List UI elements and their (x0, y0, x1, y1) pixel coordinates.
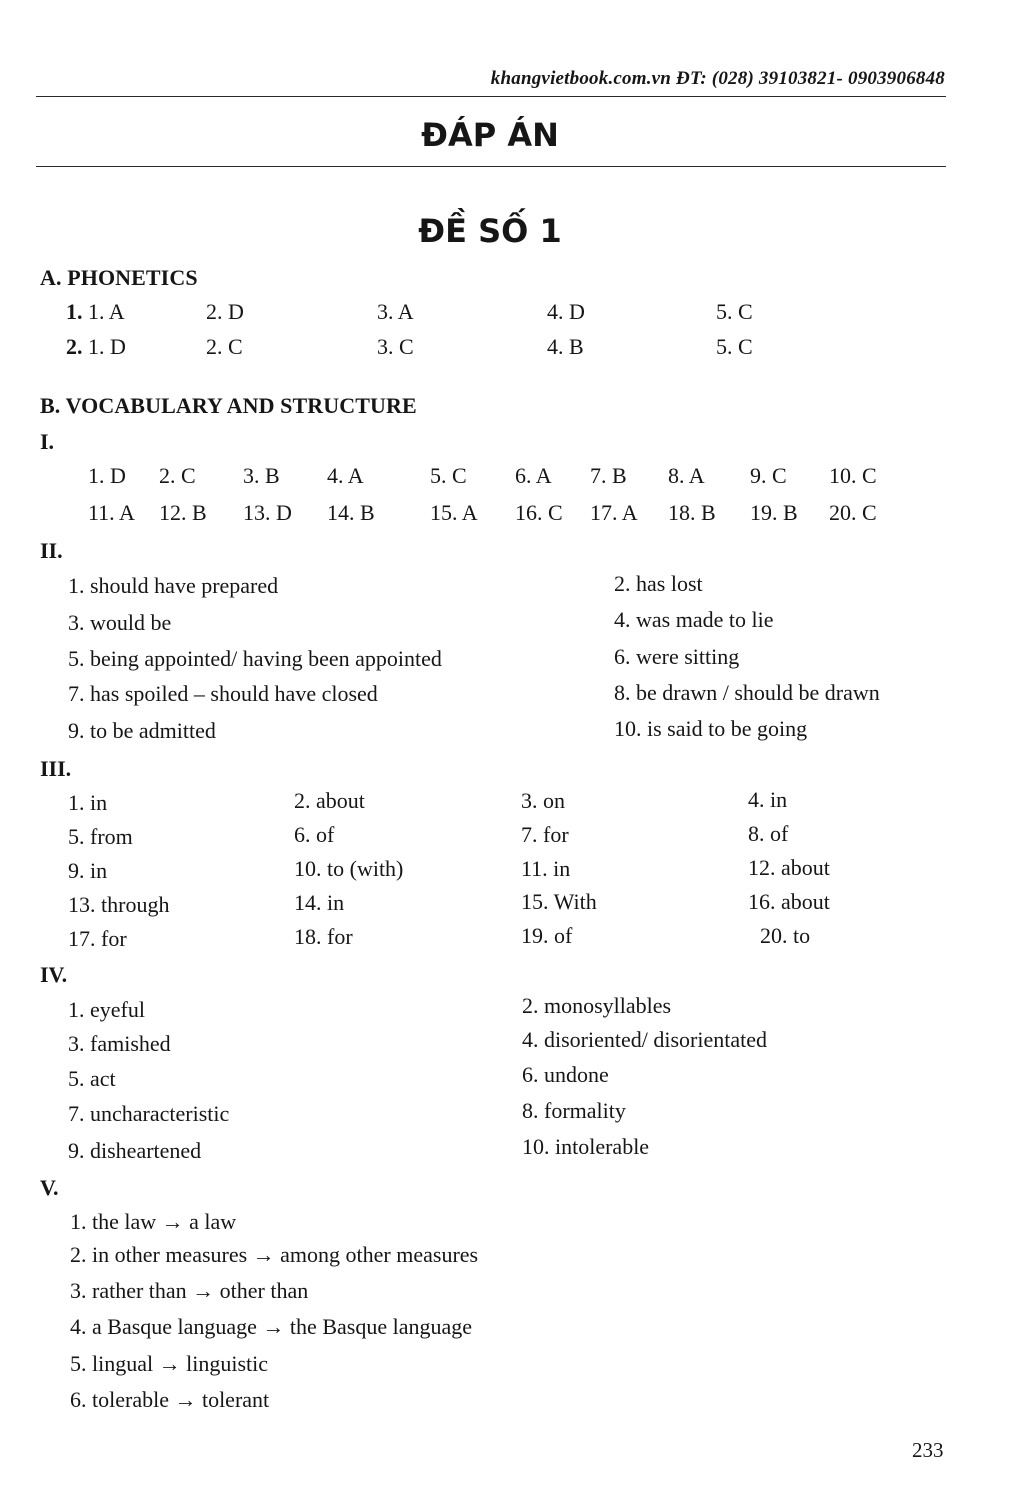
answer-item: 3. famished (68, 1031, 171, 1056)
answer-item: 4. disoriented/ disorientated (522, 1027, 767, 1052)
test-title: ĐỀ SỐ 1 (418, 212, 562, 250)
answer-item: 2. monosyllables (522, 993, 672, 1018)
answer-item: 5. being appointed/ having been appointed (68, 646, 442, 671)
answer-cell: 3. A (377, 299, 414, 324)
phonetics-row-number: 1. (66, 299, 83, 324)
answer-cell: 18. B (668, 500, 716, 525)
answer-cell: 14. B (327, 500, 375, 525)
answer-cell: 12. about (748, 855, 830, 880)
answer-cell: 8. of (748, 821, 789, 846)
answer-item: 9. to be admitted (68, 718, 216, 743)
answer-cell: 2. D (206, 299, 244, 324)
answer-item: 2. in other measures → among other measures (70, 1242, 479, 1267)
answer-cell: 15. A (430, 500, 478, 525)
answer-cell: 9. C (750, 463, 787, 488)
answer-item: 6. tolerable → tolerant (70, 1387, 270, 1412)
answer-cell: 1. A (88, 299, 125, 324)
answer-cell: 16. about (748, 889, 830, 914)
header-rule (36, 96, 946, 97)
answer-cell: 10. to (with) (294, 856, 404, 881)
answer-cell: 19. B (750, 500, 798, 525)
answer-cell: 19. of (521, 923, 573, 948)
answer-cell: 17. A (590, 500, 638, 525)
answer-cell: 20. C (829, 500, 877, 525)
answer-cell: 6. A (515, 463, 552, 488)
answer-cell: 4. in (748, 787, 788, 812)
answer-item: 8. formality (522, 1098, 626, 1123)
answer-cell: 16. C (515, 500, 563, 525)
answer-cell: 9. in (68, 858, 108, 883)
answer-item: 7. uncharacteristic (68, 1101, 230, 1126)
answer-cell: 3. on (521, 788, 565, 813)
answer-cell: 2. C (159, 463, 196, 488)
header-text: khangvietbook.com.vn ĐT: (028) 39103821- 0903906848 (490, 68, 945, 89)
answer-item: 8. be drawn / should be drawn (614, 680, 880, 705)
answer-cell: 2. about (294, 788, 365, 813)
title-rule (36, 166, 946, 167)
answer-cell: 15. With (521, 889, 597, 914)
answer-cell: 8. A (668, 463, 705, 488)
answer-cell: 13. D (243, 500, 292, 525)
page-title: ĐÁP ÁN (421, 116, 559, 154)
answer-item: 6. undone (522, 1062, 609, 1087)
answer-cell: 5. C (430, 463, 467, 488)
answer-item: 4. was made to lie (614, 607, 774, 632)
answer-cell: 5. C (716, 334, 753, 359)
answer-cell: 10. C (829, 463, 877, 488)
answer-item: 1. the law → a law (70, 1209, 237, 1234)
answer-cell: 18. for (294, 924, 353, 949)
answer-cell: 2. C (206, 334, 243, 359)
part-iii-label: III. (40, 756, 72, 781)
answer-cell: 1. in (68, 790, 108, 815)
answer-cell: 1. D (88, 463, 126, 488)
answer-cell: 17. for (68, 926, 127, 951)
answer-cell: 4. D (547, 299, 585, 324)
answer-item: 2. has lost (614, 571, 703, 596)
part-i-label: I. (40, 429, 55, 454)
answer-cell: 3. B (243, 463, 280, 488)
section-b-title: B. VOCABULARY AND STRUCTURE (40, 393, 417, 418)
answer-cell: 20. to (760, 923, 811, 948)
answer-item: 9. disheartened (68, 1138, 202, 1163)
answer-cell: 5. C (716, 299, 753, 324)
page-number: 233 (912, 1438, 944, 1462)
answer-item: 6. were sitting (614, 644, 740, 669)
answer-item: 1. should have prepared (68, 573, 279, 598)
answer-item: 1. eyeful (68, 997, 145, 1022)
answer-cell: 1. D (88, 334, 126, 359)
answer-item: 7. has spoiled – should have closed (68, 681, 378, 706)
answer-cell: 11. A (88, 500, 135, 525)
answer-cell: 7. for (521, 822, 569, 847)
answer-cell: 14. in (294, 890, 345, 915)
answer-cell: 11. in (521, 856, 571, 881)
answer-cell: 4. B (547, 334, 584, 359)
part-ii-label: II. (40, 538, 63, 563)
answer-item: 4. a Basque language → the Basque language (70, 1314, 472, 1339)
answer-item: 3. would be (68, 610, 172, 635)
answer-cell: 3. C (377, 334, 414, 359)
answer-item: 5. lingual → linguistic (70, 1351, 268, 1376)
answer-cell: 12. B (159, 500, 207, 525)
answer-cell: 7. B (590, 463, 627, 488)
answer-cell: 5. from (68, 824, 133, 849)
answer-cell: 4. A (327, 463, 364, 488)
part-v-label: V. (40, 1175, 59, 1200)
section-a-title: A. PHONETICS (40, 265, 198, 290)
part-iv-label: IV. (40, 962, 68, 987)
phonetics-row-number: 2. (66, 334, 83, 359)
answer-item: 10. is said to be going (614, 716, 808, 741)
answer-item: 10. intolerable (522, 1134, 650, 1159)
answer-item: 3. rather than → other than (70, 1278, 309, 1303)
answer-cell: 13. through (68, 892, 170, 917)
answer-item: 5. act (68, 1066, 116, 1091)
answer-cell: 6. of (294, 822, 335, 847)
